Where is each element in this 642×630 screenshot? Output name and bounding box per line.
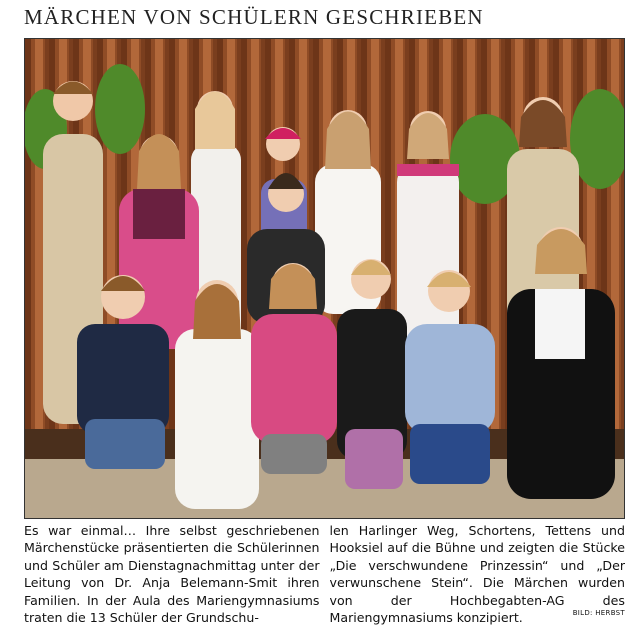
- photo-credit: BILD: HERBST: [572, 608, 625, 617]
- photo-caption: [24, 522, 625, 626]
- photo-illustration: [25, 39, 624, 518]
- group-photo: [24, 38, 625, 519]
- article-headline: MÄRCHEN VON SCHÜLERN GESCHRIEBEN: [24, 5, 484, 29]
- caption-column-left: Es war einmal… Ihre selbst geschriebenen Märchenstücke präsentierten die Schülerinnen und Schüler am Dienstagnachmittag unter der Leitung von Dr. Anja Belemann-Smit ihren Familien. In der Aula des Mariengymnasiums traten die 13 Schüler der Grundschu-: [24, 523, 320, 626]
- caption-column-right: [330, 522, 626, 626]
- caption-column-right-text: len Harlinger Weg, Schortens, Tettens und Hooksiel auf die Bühne und zeigten die Stücke „Die verschwundene Prinzessin“ und „Der verwunschene Stein“. Die Märchen wurden von der Hochbegabten-AG des Mariengymnasiums konzipiert.: [329, 523, 625, 626]
